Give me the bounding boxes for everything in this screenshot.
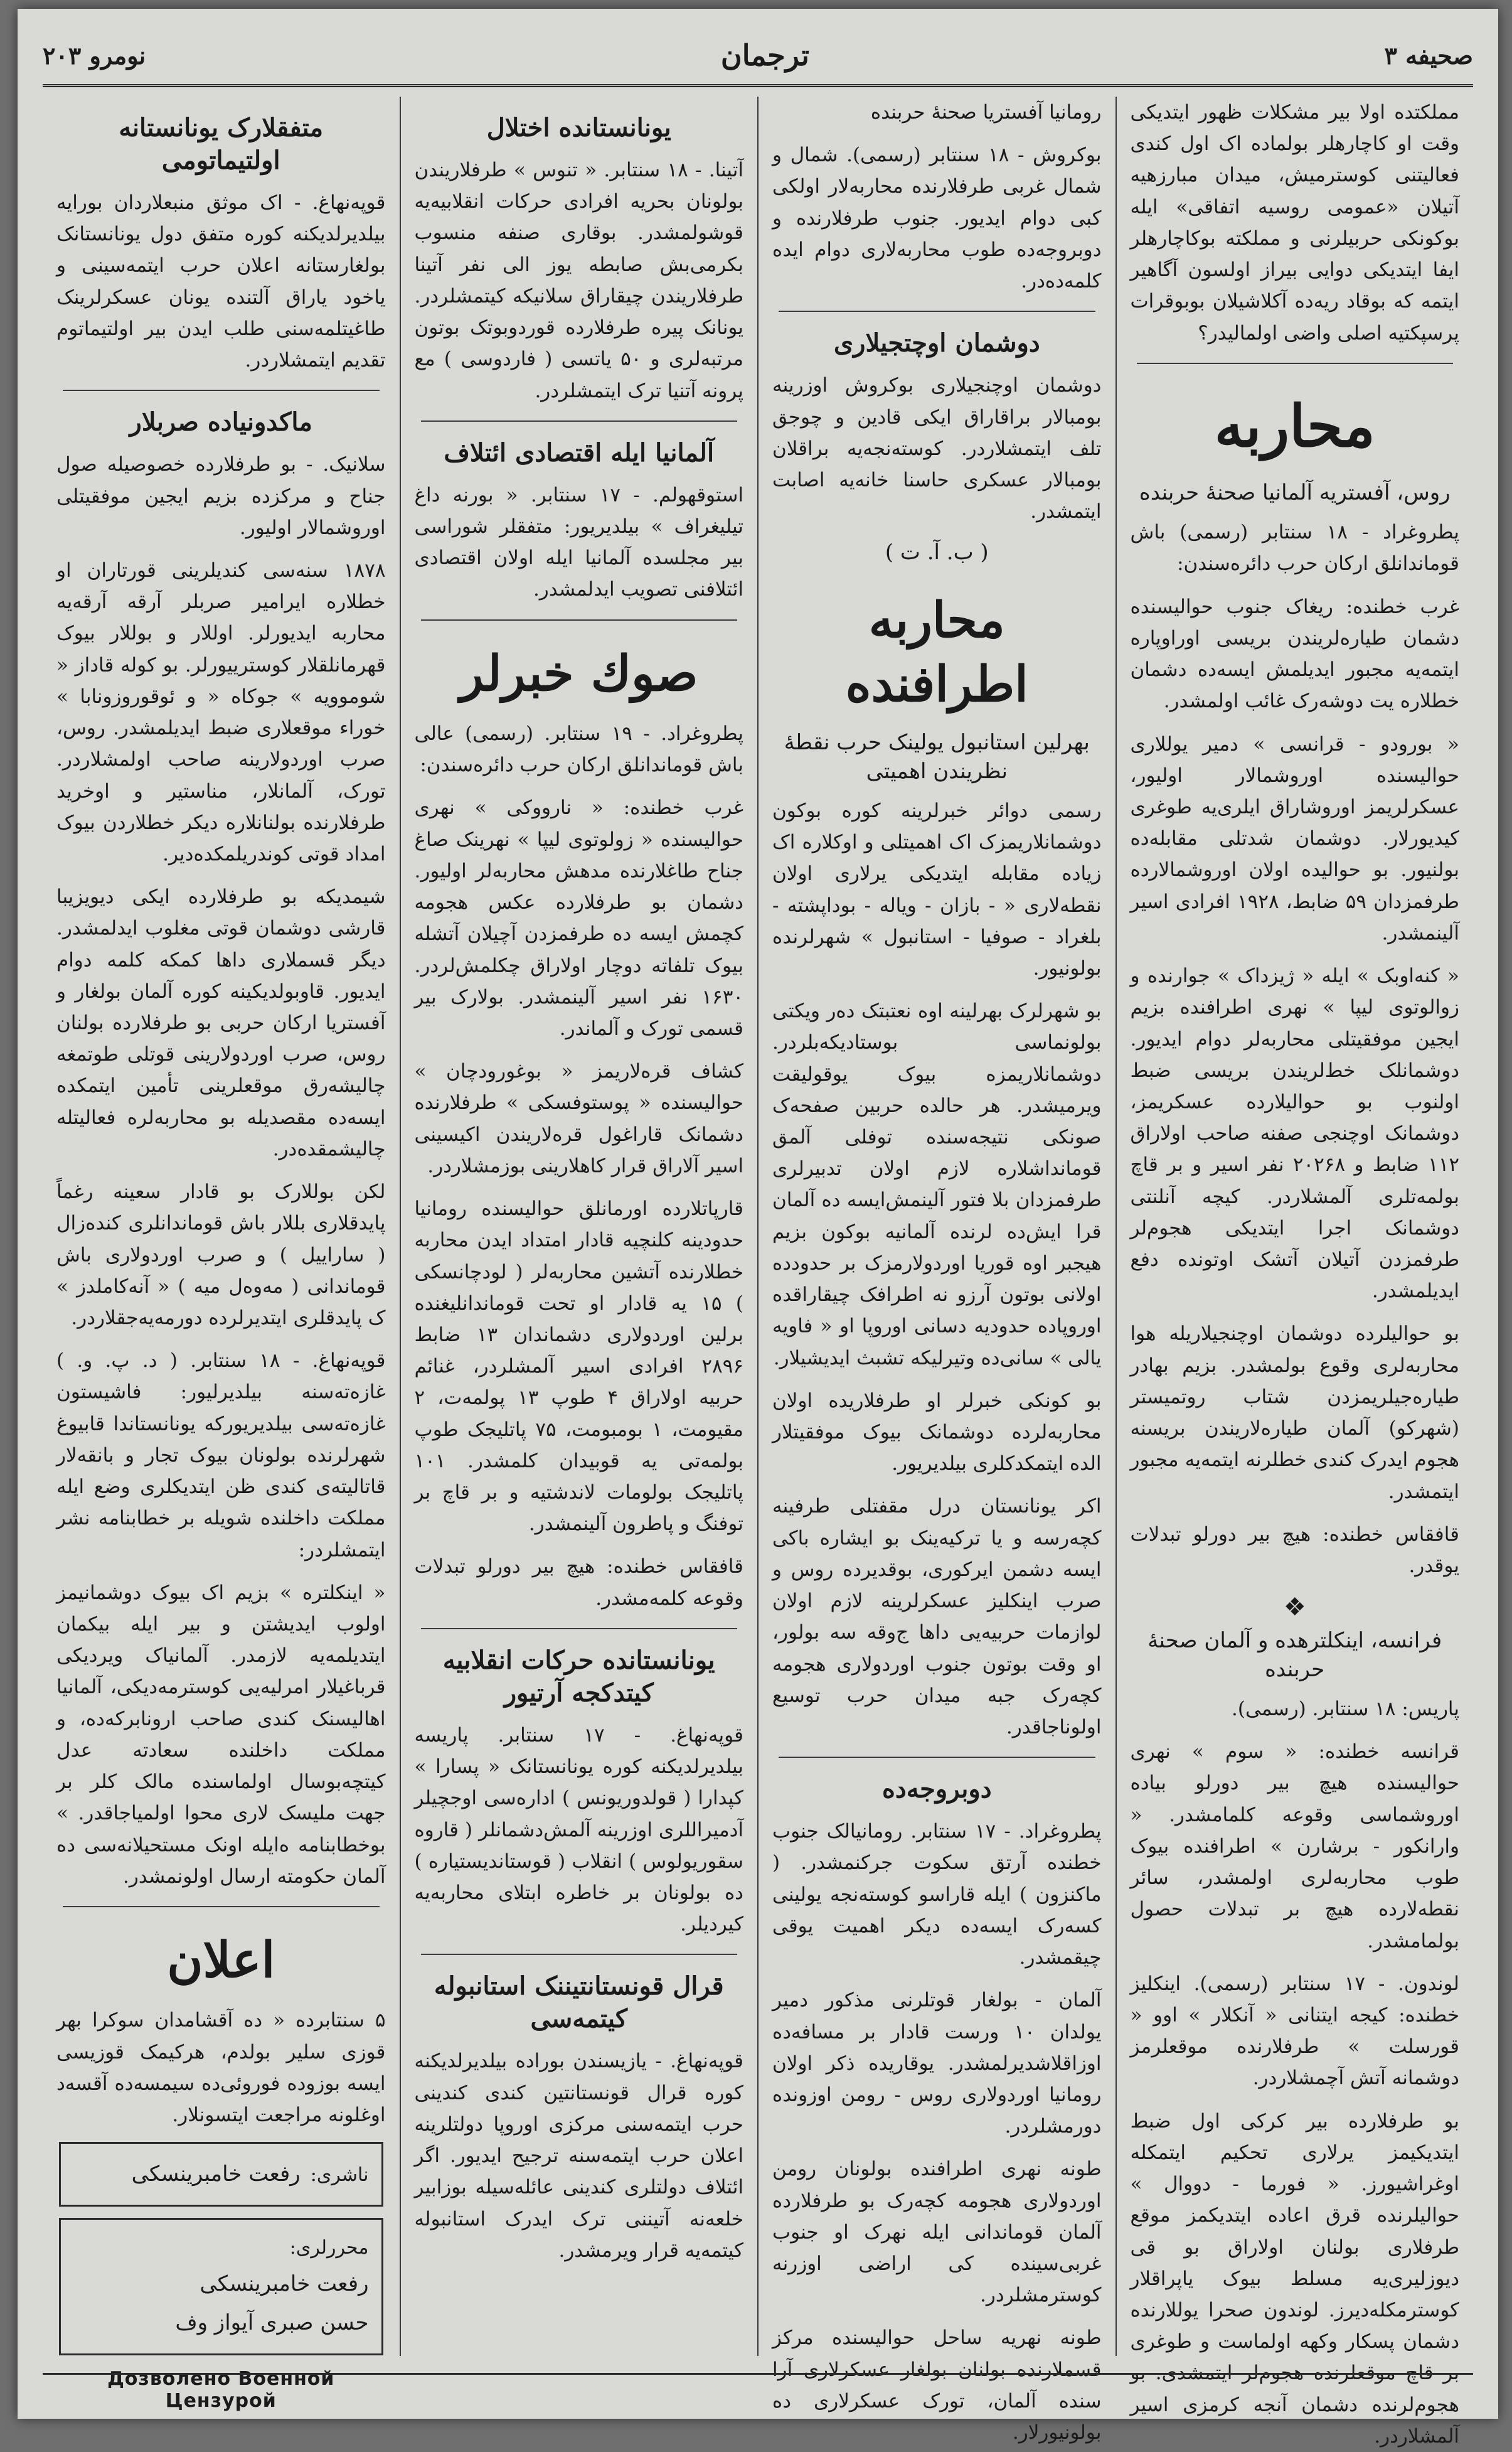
section-heading: محاربه xyxy=(1214,392,1375,460)
article-paragraph: بو شهرلرک بهرلینه‌ اوه نعتبتک ده‌ر ویکتی بولونماسی بوستادیکه‌بلردر. دوشمانلاریمزه بیوک یوقولیقت ویرمیشدر. هر حالده حربین صفحه‌ک صونکی نتیجه‌سنده توفلی آلمق قومانداشلاره لازم اولان تدبیرلری طرفمزدان بلا فتور آلینمش‌ایسه ده آلمان قرا ایش‌ده‌ لرنده آلمانیه بوکون بزیم هیجبر اوه قوریا اوردولارمزک بر حدودده اولانی بوتون آرزو نه اطرافک چیقاراقده اوروپا‌ده حدودیه دسانی اوروپا او « فاویه یالی » سانی‌ده وتیرلیکه تشبث ایدیشیلار. xyxy=(772,1000,1102,1369)
newspaper-page xyxy=(18,9,1498,2448)
article-paragraph: اکر یونانستان درل مقفتلی طرفینه کچه‌رسه و یا ترکیه‌ینک بو ایشاره باکی ایسه دشمن ایرکوری، بوقدیرده روس و صرب اینکلیز عسکرلرینه لازم اولان لوازمات حربیه‌یی داها ج‌وقه سه بولور، او وقت بوتون جنوب اوردولاری هجومه کچه‌رک جبه میدان حرب توسیع اولوناجاقدر. xyxy=(772,1495,1102,1738)
article-paragraph: قارپاتلارده اورمانلق حوالیسنده رومانیا حدودینه کلنچیه قادار امتداد ایدن محاربه خطلارنده آتشین محاربه‌لر ( لودچانسکی ) ۱۵ یه قادار او تحت قوماندانلیغنده برلین اوردولاری دشماندان ۱۳ ضابط ۲۸۹۶ افرادی اسیر آلمشلردر، غنائم حربیه اولاراق ۴ طوپ ۱۳ پولمه‌ت، ۲ مقیومت، ۱ بومبومت، ۷۵ پاتلیجک طوپ بولمه‌تی یه قوبیدان کلمشدر. ۱۰۱ پاتلیجک بولومات لاندشتیه و بر قاچ بر توفنگ و پاطرون آلینمشدر. xyxy=(414,1197,744,1536)
subheading: ( ب. آ. ت ) xyxy=(885,540,989,565)
article-paragraph: لکن بوللارک بو قادار سعینه رغماً پایدقلاری بللار باش قوماندانلری کنده‌زال ( ساراییل ) و صرب اوردولاری باش قوماندانی ( مه‌وه‌ل میه ) « آنه‌کاملدز » ک پایدقلری ایتدیرلرده دورمه‌یه‌جقلاردر. xyxy=(56,1180,386,1329)
subheading: فرانسه، اینکلترهده و آلمان صحنهٔ حربنده xyxy=(1147,1628,1442,1683)
section-heading: آلمانیا ایله اقتصادی ائتلاف xyxy=(444,437,715,468)
article-paragraph: ۱۸۷۸ سنه‌سی کندیلرینی قورتاران او خطلاره ایرامیر صربلر آرقه آرقه‌یه محاربه ایدیورلر. اوللار و بوللار بیوک قهرمانلقلار کوسترییورلر. بو کوله قاداز « شوموویه » جوکاه « و ئوقوروزونابا » خوراء موقعلاری ضبط ایدیلمشدر. روس، صرب اوردولارینه صاحب اولمشلاردر. تورک، آلمانلار، مناستیر و اوخرید طرفلارنده بولنانلاره دیکر خطلاردن بیوک امداد قوتی کوندریلمکده‌دیر. xyxy=(56,559,386,865)
article-paragraph: « کنه‌اوبک » ایله « ژیزداک » جوارنده و زوالوتوی لیپا » نهری اطرافنده بزیم ایجین موفقیتلی محاربه‌لر دوام ایدیور. دوشمانلک خط‌لریندن بریسی ضبط اولنوب بو حوالیلارده عسکریمز، دوشمانک اوچنجی صفنه صاحب اولاراق ۱۱۲ ضابط و ۲۰۲۶۸ نفر اسیر و بر قاچ بولمه‌تلری آلمشلاردر. کیچه آنلنتی دوشمانک اجرا ایتدیکی هجوم‌لر طرفمزدن آتیلان آتشک اوتونده دفع ایدیلمشدر. xyxy=(1130,965,1459,1303)
article-paragraph: پطروغراد. - ۱۹ سنتابر. (رسمی) عالی باش قوماندانلق ارکان حرب دائره‌سندن: xyxy=(414,722,743,777)
article-paragraph: کشاف قره‌لاریمز « بوغورودچان » حوالیسنده « پوستوفسکی » طرفلارنده دشمانک قاراغول قره‌لاریندن اکیسینی اسیر آلاراق قرار کاهلارینی بوزمشلاردر. xyxy=(414,1060,743,1177)
section-heading: دوشمان اوچتجیلاری xyxy=(833,328,1040,358)
news-column-2 xyxy=(757,97,1115,2444)
section-heading: یونانستانده حرکات انقلابیه کیتدکجه آرتیور xyxy=(442,1645,715,1708)
article-columns xyxy=(43,97,1473,2448)
section-heading: اعلان xyxy=(167,1931,275,1989)
page-header xyxy=(43,26,1473,87)
article-paragraph: قوپه‌نهاغ. - ۱۷ سنتابر. پاریسه بیلدیرلدیکنه کوره یونانستانک « پسارا » کپدارا ( قولدوریونس ) اداره‌سی اوجچیلر آدمیراللری اوزرینه آلمش‌دشمانلر ( قاروه سقوریولوس ) انقلاب ( قوستاندیستیاره ) ده بولونان بر خاطره ابتلای محاربه‌یه کیردیلر. xyxy=(414,1723,744,1936)
article-paragraph: قوپه‌نهاغ. - اک موثق منبعلاردان بورایه بیلدیرلدیکنه کوره متفق دول یونانستانک بولغارستانه اعلان حرب ایتمه‌سینی و یاخود یاراق آلتنده یونان عسکرلرینک طاغیتلمه‌سنی طلب ایدن بیر اولتیماتوم تقدیم ایتمشلاردر. xyxy=(56,191,386,372)
issue-number: نومرو ۲۰۳ xyxy=(43,41,146,70)
article-paragraph: ۵ سنتابرده « ده آقشامدان سوکرا بهر قوزی سلیر بولدم، هرکیمک قوزیسی ایسه بوزوده فوروئی‌ده سیمسه‌ده آقسه‌د اوغلونه مراجعت ایتسونلار. xyxy=(56,2009,386,2126)
editor-name: رفعت خامبرینسکی xyxy=(200,2271,369,2297)
article-paragraph: « بورودو - قرانسی » دمیر یوللاری حوالیسنده اوروشمالار اولیور، عسکرلریمز اوروشاراق ایلری‌یه طوغری کیدیورلار. دوشمان شدتلی مقابله‌ده بولنیور. بو حوالیده اولان اوروشمالارده طرفمزدان ۵۹ ضابط، ۱۹۲۸ افرادی اسیر آلینمشدر. xyxy=(1130,732,1459,945)
section-divider xyxy=(421,420,738,422)
article-paragraph: شیمدیکه بو طرفلارده ایکی دیویزیبا قارشی دوشمان قوتی مغلوب ایدلمشدر. دیگر قسملاری داها کمکه کلمه دوام ایدیور. قاوبولدیکینه کوره آلمان بولغار و آفستریا ارکان حربی بو طرفلارده بولنان روس، صرب اوردولارینی قوتلی طوتمغه چالیشه‌رق موقعلرینی تأمین ایتمکده ایسه‌ده مقصدیله بو محاربه‌لره فعالیتله چالیشمقده‌در. xyxy=(56,886,386,1160)
article-paragraph: قوپه‌نهاغ. - یازیسندن بوراده بیلدیرلدیکنه کوره قرال قونستانتین کندی کندینی حرب ایتمه‌سنی مرکزی اوروپا دولتلرینه اعلان حرب ایتمه‌سنه ترجیح ایدیور. اگر ائتلاف دولتلری کندینی عائله‌سیله بوزابیر خلعه‌نه آتیننی ترک ایدرک استانبوله کیتمه‌یه قرار ویرمشدر. xyxy=(414,2050,743,2262)
section-heading: دوبروجه‌ده xyxy=(881,1774,992,1804)
news-column-4 xyxy=(43,97,400,2412)
subheading: روس، آفستریه آلمانیا صحنهٔ حربنده xyxy=(1139,480,1451,506)
article-paragraph: استوقهولم. - ۱۷ سنتابر. « بورنه داغ تیلیغراف » بیلدیریور: متفقلر شوراسی بیر مجلسده آلمانیا ایله اولان اقتصادی ائتلافنی تصویب ایدلمشدر. xyxy=(414,483,743,601)
editors-role: محررلری: xyxy=(289,2237,369,2259)
article-paragraph: آتینا. - ۱۸ سنتابر. « تنوس » طرفلاریندن بولونان بحریه افرادی حرکات انقلابیه‌یه قوشولمشدر. بوقاری صنفه منسوب بکرمی‌بش صابطه یوز الی نفر آتینا طرفلاریندن چیقاراق سلانیکه کیتمشلردر. یونانک پیره طرفلارده قوردوبوتک بوتون مرتبه‌لری و ۵۰ یاتسی ( فاردوسی ) مع پرونه آتنیا ترک ایتمشلردر. xyxy=(414,159,743,402)
page-number: صحیفه ۳ xyxy=(1384,41,1473,70)
masthead-title: ترجمان xyxy=(720,38,809,72)
section-heading: صوك خبرلر xyxy=(459,645,698,702)
subheading: بهرلین استانبول یولینک حرب نقطهٔ نظریندن اهمیتی xyxy=(784,730,1090,784)
section-divider xyxy=(1137,363,1454,364)
section-divider xyxy=(421,619,738,621)
publisher-box xyxy=(59,2142,383,2207)
news-column-3 xyxy=(400,97,758,2356)
news-column-1 xyxy=(1115,97,1474,2448)
article-paragraph: سلانیک. - بو طرفلارده خصوصیله صول جناح و مرکزده بزیم ایجین موفقیتلی اوروشمالار اولیور. xyxy=(56,453,386,539)
section-divider xyxy=(421,1628,738,1629)
article-paragraph: غرب خطنده: « نارووکی » نهری حوالیسنده « زولوتوی لیپا » نهرینک صاغ جناح طاغلارنده مدهش محاربه‌لر اولیور. دشمان بو طرفلارده عکس هجومه کچمش ایسه ده طرفمزدن آچیلان آتشله بیوک تلفاته دوچار اولاراق چکلمش‌لردر. ۱۶۳۰ نفر اسیر آلینمشدر. بولارک بیر قسمی تورک و آلماندر. xyxy=(414,796,743,1040)
article-paragraph: طونه نهریه ساحل حوالیسنده مرکز قسملارنده بولنان بولغار عسکرلاری آرا سنده آلمان، تورک عسکرلاری ده بولونیورلار. xyxy=(772,2326,1102,2444)
article-paragraph: مملکتده اولا بیر مشکلات ظهور ایتدیکی وقت او کاچارهلر بولماده اک اول کندی فعالیتنی کوسترمیش، میدان مبارزهیه آتیلان «عمومی روسیه اتفاقی» ایله بوکونکی حربیلرنی و مملکته بوکاچارهلر ایفا ایتدیکی دوایی بیراز اولسون آگاهیر ایتمه که بوقاد ریه‌ده آکلاشیلان بوبوقرات پرسپکتیه اصلی واضی اولمالیدر؟ xyxy=(1130,101,1459,345)
footer-rule xyxy=(43,2373,1473,2375)
article-paragraph: قرانسه خطنده: « سوم » نهری حوالیسنده هیچ بیر دورلو بیاده اوروشماسی وقوعه کلمامشدر. « وارانکور - برشارن » اطرافنده بیوک طوب محاربه‌لری اولمشدر، سائر نقطه‌لارده هیچ بر تبدلات حصول بولمامشدر. xyxy=(1130,1740,1459,1952)
article-paragraph: رسمی دوائر خبرلرینه کوره بوکون دوشمانلاریمزک اک اهمیتلی و اوکلاره اک زیاده مقابله ایتدیکی یرلاری اولان نقطه‌لاری « - بازان - ویاله - بوداپشته - بلغراد - صوفیا - استانبول » شهرلرنده بولونیور. xyxy=(772,799,1102,980)
article-paragraph: لوندون. - ۱۷ سنتابر (رسمی). اینکلیز خطنده: کیجه ایتنانی « آنکلار » اوو « قورسلت » طرفلارنده موقعلرمز دوشمانه آتش آچمشلاردر. xyxy=(1130,1972,1460,2090)
section-heading: قرال قونستانتیننک استانبوله کیتمه‌سی xyxy=(434,1971,724,2034)
article-paragraph: بو طرفلارده بیر کرکی اول ضبط ایتدیکیمز یرلاری تحکیم ایتمکله اوغراشیورز. « فورما - دووال » حوالیلرنده قرق اعاده ایتدیکمز موقع طرفلاری بولنان اولاراق بو قی دیوزلیری‌یه مسلط بیوک یاپراقلار کوسترمکله‌دیرز. لوندون صحرا یوللارنده دشمان پسکار وکهه اولماست و طوغری بر قاچ موقعلرنده هجوم‌لر ایتمشدی. بو هجوم‌لرنده دشمان آ‌نجه کرمزی اسیر آلمشلاردر. xyxy=(1130,2109,1459,2448)
article-paragraph: دوشمان اوچنجیلاری بوکروش اوزرینه بومبالار براقاراق ایکی قادین و چوجق تلف ایتمشلاردر. کوسته‌نجه‌یه براقلان بومبالار عسکری حاسنا خانه‌یه اصابت ایتمشدر. xyxy=(772,374,1102,523)
article-paragraph: پطروغراد - ۱۸ سنتابر (رسمی) باش قوماندانلق ارکان حرب دائره‌سندن: xyxy=(1130,521,1459,576)
article-paragraph: آلمان - بولغار قوتلرنی مذکور دمیر یولدان ۱۰ ورست قادار بر مسافه‌ده اوزاقلاشدیرلمشدر. یوقاریده ذکر اولان رومانیا اوردولاری روس - رومن اوزونده دورمشلردر. xyxy=(772,1989,1102,2138)
section-divider xyxy=(63,1906,380,1907)
censor-stamp: Дозволено Военной Цензурой xyxy=(107,2367,335,2412)
article-paragraph: غرب خطنده: ریغاک جنوب حوالیسنده دشمان طیاره‌لریندن بریسی اوراوپاره ایتمه‌یه مجبور ایدیلمش ایسه‌ده دشمان خطلاره‌ یت دوشه‌رک غائب اولمشدر. xyxy=(1130,595,1459,713)
article-paragraph: پطروغراد. - ۱۷ سنتابر. رومانیا‌لک جنوب خطنده آرتق سکوت جرکنمشدر. ( ماکنزون ) ایله قاراسو کوسته‌نجه یولینی کسه‌رک ایسه‌ده دیکر اهمیت یوقی چیقمشدر. xyxy=(772,1820,1102,1969)
publisher-name: رفعت خامبرینسکی xyxy=(131,2161,301,2187)
section-heading: متفقلارک یونانستانه اولتیماتومی xyxy=(119,113,324,175)
section-heading: ماکدونیاده صربلار xyxy=(129,407,312,437)
article-paragraph: قوپه‌نهاغ. - ۱۸ سنتابر. ( د. پ. و. ) غازه‌ته‌سنه بیلدیرلیور: فاشیستون غازه‌ته‌سی بیلدیریورکه یونانستاندا قابیوغ شهرلرنده بولونان بیوک تجار و بانقه‌لار قاتالیته‌ی کندی ظن ایتدیکلری وضع ایله مملکت داخلنده شویله بر خطابنامه نشر ایتمشلردر: xyxy=(56,1349,386,1561)
article-paragraph: پاریس: ۱۸ سنتابر. (رسمی). xyxy=(1232,1698,1459,1721)
section-divider xyxy=(779,311,1095,312)
article-paragraph: رومانیا آفستریا صحنهٔ حربنده xyxy=(870,101,1102,124)
article-paragraph: قافقاس خطنده: هیچ بیر دورلو تبدلات یوقدر. xyxy=(1130,1523,1459,1578)
article-paragraph: بو کونکی خبرلر او طرفلاریده اولان محاربه‌لرده دوشمانک بیوک موفقیتلار الده ایتمکدکلری بیلدیریور. xyxy=(772,1389,1102,1475)
section-divider xyxy=(779,1757,1095,1758)
article-paragraph: بوکروش - ۱۸ سنتابر (رسمی). شمال و شمال غربی طرفلارنده محاربه‌لار اولکی کبی دوام ایدیور. جنوب طرفلارنده و دوبروجه‌ده طوب محاربه‌لاری دوام ایده کلمه‌ده‌در. xyxy=(772,144,1102,293)
editors-box xyxy=(59,2218,383,2355)
editor-name: حسن صبری آیواز وف xyxy=(175,2310,369,2335)
article-paragraph: طونه نهری اطرافنده بولونان رومن اوردولاری هجومه کچه‌رک بو طرفلارده آلمان قوماندانی ایله نهرک او جنوب غربی‌سینده کی اراضی اوزرنه کوسترمشلردر. xyxy=(772,2158,1102,2307)
article-paragraph: « اینکلتره » بزیم اک بیوک دوشمانیمز اولوب ایدیشتن و بیر ایله بیکمان ایتدیلمه‌یه لازمدر. آلمانیاک ویردیکی قرباغیلار امرلیه‌یی کوسترمه‌دیکی، آلمانیا اهالیسنک کندی صاحب ارونابرکه‌ده، و مملکت داخلنده سعادته‌ عدل کیتچه‌بوسال اولماسنده مالک کلر بر جهت ملیسک لاری محوا اولمیاجاقدر. » بوخطابنامه ه‌ایله اونک مستحیلانه‌سی ده آلمان حکومته ارسال اولونمشدر. xyxy=(56,1581,386,1888)
section-divider xyxy=(63,390,380,391)
publisher-role: ناشری: xyxy=(310,2164,369,2187)
section-heading: محاربه اطرافنده xyxy=(845,592,1028,713)
section-heading: یونانستانده اختلال xyxy=(486,113,671,142)
ornament-icon: ❖ xyxy=(1283,1593,1306,1622)
article-paragraph: قافقاس خطنده: هیچ بیر دورلو تبدلات وقوعه کلمه‌مشدر. xyxy=(414,1555,743,1610)
article-paragraph: بو حوالیلرده دوشمان اوچنجیلاریله هوا محاربه‌لری وقوع بولمشدر. بزیم بهادر طیاره‌جیلریمزدن شتاب روتمیستر (شهرکو) آلمان طیاره‌لاریندن بریسنه هجوم ایدرک کندی خطلرنه ایتمه‌یه مجبور ایتمشدر. xyxy=(1130,1322,1459,1503)
section-divider xyxy=(421,1954,738,1955)
